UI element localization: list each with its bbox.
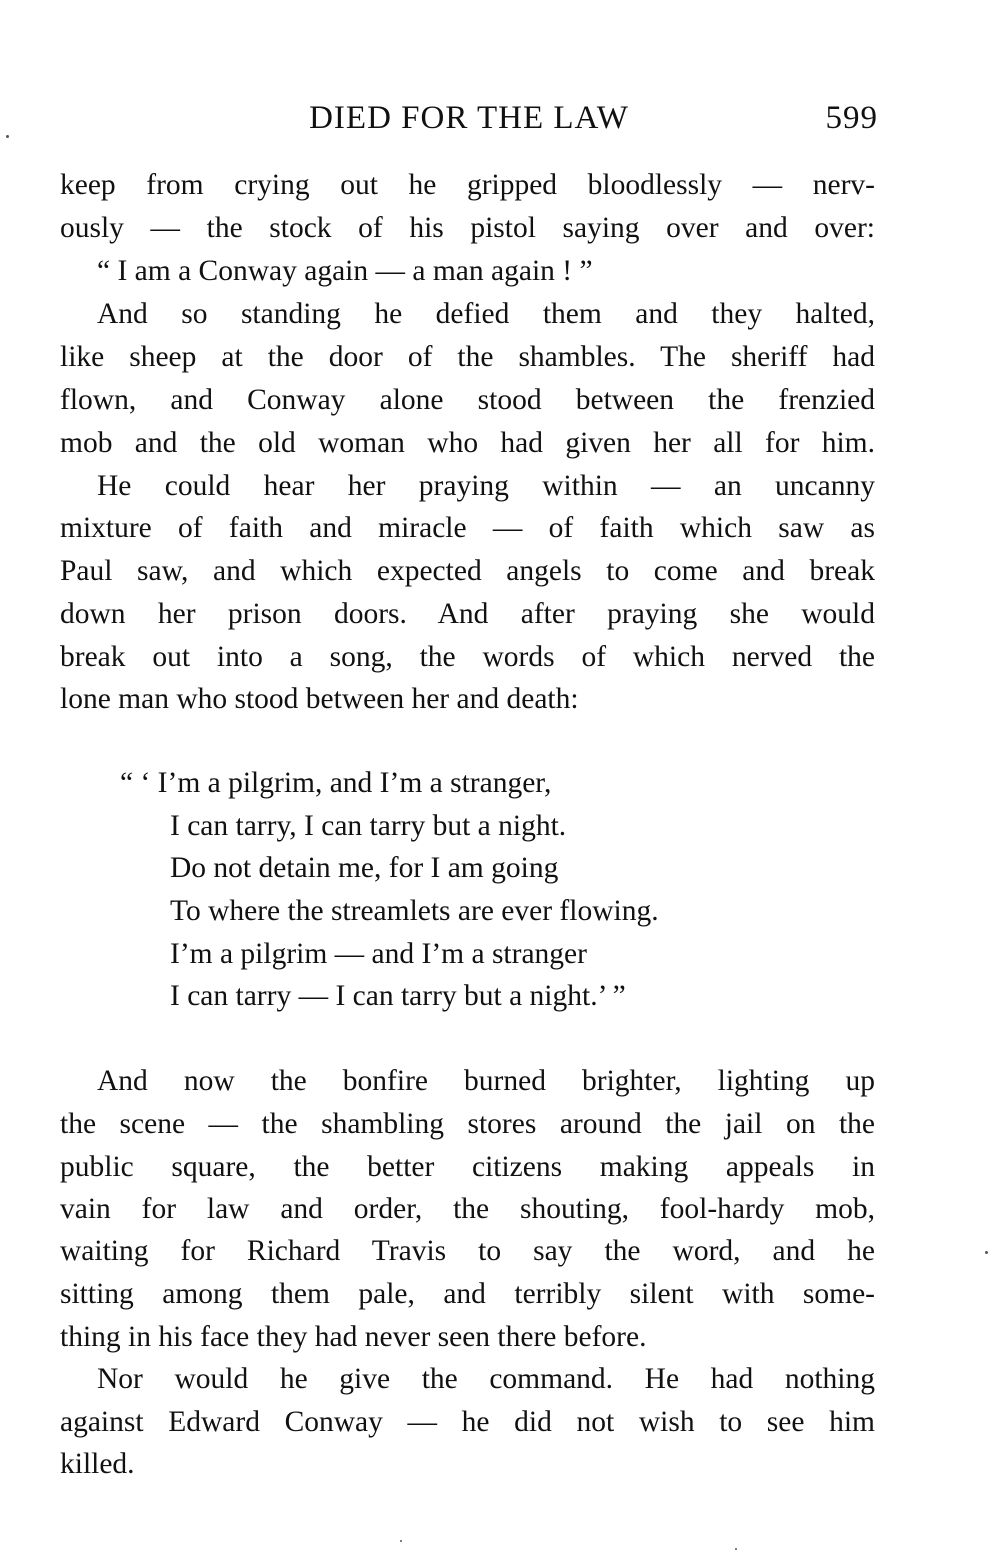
text-line: Paul saw, and which expected angels to come and break (60, 555, 875, 587)
text-line: like sheep at the door of the shambles. The sheriff had (60, 341, 875, 373)
verse-line: I’m a pilgrim — and I’m a stranger (170, 938, 587, 970)
scan-speck (735, 1548, 737, 1550)
page-number: 599 (825, 100, 878, 136)
text-line: And now the bonfire burned brighter, lighting up (97, 1065, 875, 1097)
chapter-title: DIED FOR THE LAW (309, 100, 629, 136)
text-line: break out into a song, the words of which nerved the (60, 641, 875, 673)
text-line: public square, the better citizens making appeals in (60, 1151, 875, 1183)
text-line: against Edward Conway — he did not wish to see him (60, 1406, 875, 1438)
verse-line: Do not detain me, for I am going (170, 852, 559, 884)
verse-line: I can tarry — I can tarry but a night.’ ” (170, 980, 626, 1012)
text-line: lone man who stood between her and death: (60, 683, 579, 715)
scan-speck (985, 1251, 988, 1254)
text-line: thing in his face they had never seen there before. (60, 1321, 647, 1353)
text-line: waiting for Richard Travis to say the word, and he (60, 1235, 875, 1267)
text-line: down her prison doors. And after praying she would (60, 598, 875, 630)
text-line: “ I am a Conway again — a man again ! ” (97, 255, 593, 287)
text-line: vain for law and order, the shouting, fool-hardy mob, (60, 1193, 875, 1225)
scan-speck (400, 1540, 402, 1542)
text-line: sitting among them pale, and terribly silent with some- (60, 1278, 875, 1310)
text-line: And so standing he defied them and they halted, (97, 298, 875, 330)
scan-speck (6, 135, 9, 138)
verse-line: “ ‘ I’m a pilgrim, and I’m a stranger, (120, 767, 552, 799)
verse-line: To where the streamlets are ever flowing. (170, 895, 659, 927)
text-line: killed. (60, 1448, 135, 1480)
text-line: keep from crying out he gripped bloodlessly — nerv- (60, 169, 875, 201)
text-line: Nor would he give the command. He had nothing (97, 1363, 875, 1395)
text-line: the scene — the shambling stores around the jail on the (60, 1108, 875, 1140)
running-head (60, 100, 878, 144)
text-line: mixture of faith and miracle — of faith which saw as (60, 512, 875, 544)
text-line: flown, and Conway alone stood between the frenzied (60, 384, 875, 416)
text-line: ously — the stock of his pistol saying over and over: (60, 212, 875, 244)
text-line: mob and the old woman who had given her all for him. (60, 427, 875, 459)
text-line: He could hear her praying within — an uncanny (97, 470, 875, 502)
verse-line: I can tarry, I can tarry but a night. (170, 810, 567, 842)
